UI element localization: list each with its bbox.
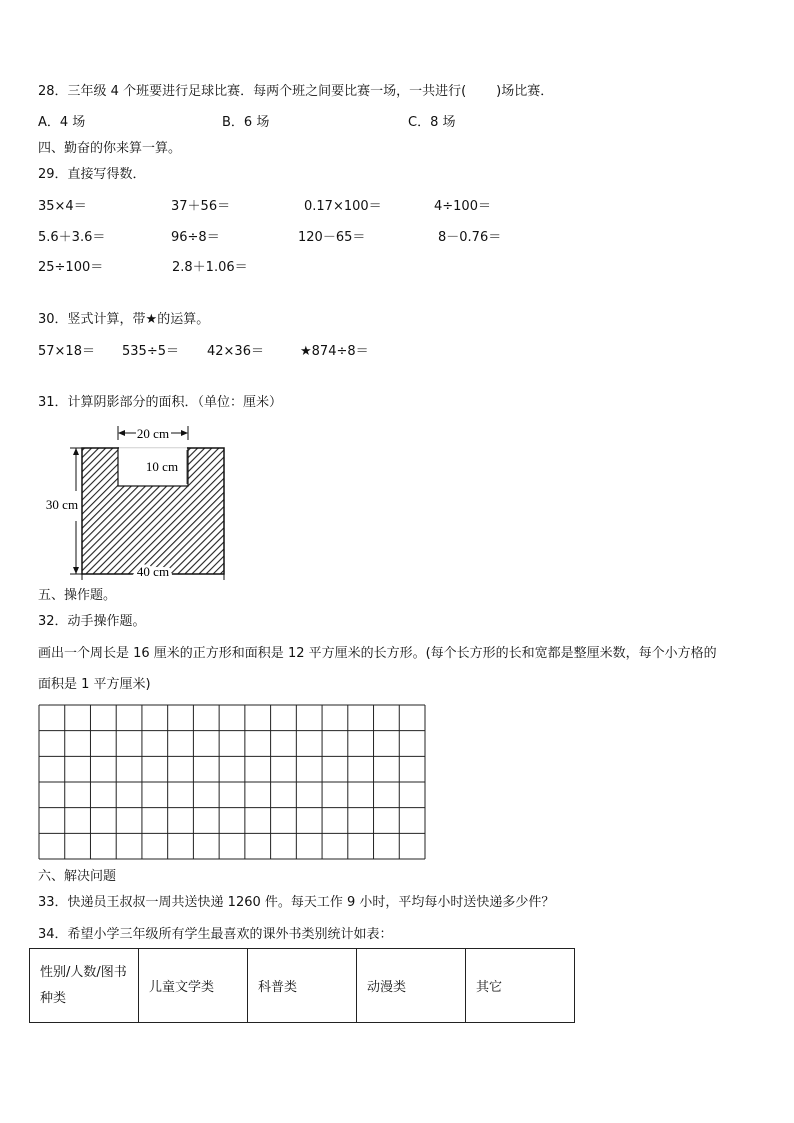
book-category-table — [29, 948, 575, 1023]
question-29-title: 29．直接写得数． — [38, 167, 146, 182]
question-31-title: 31．计算阴影部分的面积．（单位：厘米） — [38, 395, 283, 410]
calc-item: 4÷100＝ — [434, 199, 491, 214]
question-28-option-c: C．8 场 — [408, 115, 456, 130]
question-32-text-line-2: 面积是 1 平方厘米) — [38, 677, 151, 692]
calc-item: 0.17×100＝ — [304, 199, 382, 214]
question-34-title: 34．希望小学三年级所有学生最喜欢的课外书类别统计如表： — [38, 927, 393, 942]
drawing-grid[interactable] — [38, 704, 426, 860]
vertical-calc-item: 42×36＝ — [207, 344, 264, 359]
question-28-option-a: A．4 场 — [38, 115, 86, 130]
calc-item: 96÷8＝ — [171, 230, 220, 245]
table-header-cell: 儿童文学类 — [139, 949, 248, 1023]
calc-item: 37＋56＝ — [171, 199, 231, 214]
table-header-cell — [30, 949, 139, 1023]
vertical-calc-item: ★874÷8＝ — [300, 344, 369, 359]
table-header-cell: 科普类 — [248, 949, 357, 1023]
header-line-1: 性别/人数/图书 — [40, 964, 127, 980]
shaded-area-figure — [36, 418, 236, 580]
question-28-stem-after: )场比赛． — [496, 84, 554, 99]
header-line-2: 种类 — [40, 990, 67, 1006]
top-dimension-label: 20 cm — [136, 426, 170, 441]
question-28-stem-before: 28．三年级 4 个班要进行足球比赛．每两个班之间要比赛一场，一共进行( — [38, 84, 467, 99]
question-30-title: 30．竖式计算，带★的运算。 — [38, 312, 210, 327]
inner-dimension-label: 10 cm — [145, 459, 179, 474]
calc-item: 35×4＝ — [38, 199, 87, 214]
question-28-stem — [38, 84, 553, 100]
question-32-text-line-1: 画出一个周长是 16 厘米的正方形和面积是 12 平方厘米的长方形。(每个长方形的长和宽都是整厘米数，每个小方格的 — [38, 646, 717, 661]
left-dimension-label: 30 cm — [45, 497, 79, 512]
table-header-cell: 动漫类 — [357, 949, 466, 1023]
question-33-text: 33．快递员王叔叔一周共送快递 1260 件。每天工作 9 小时，平均每小时送快递多少件？ — [38, 895, 555, 910]
bottom-dimension-label: 40 cm — [136, 564, 170, 579]
section-4-heading: 四、勤奋的你来算一算。 — [38, 141, 182, 156]
table-row — [30, 949, 575, 1023]
calc-item: 25÷100＝ — [38, 260, 104, 275]
vertical-calc-item: 535÷5＝ — [122, 344, 179, 359]
table-header-cell: 其它 — [466, 949, 575, 1023]
calc-item: 5.6＋3.6＝ — [38, 230, 106, 245]
calc-item: 120－65＝ — [298, 230, 366, 245]
section-6-heading: 六、解决问题 — [38, 869, 117, 884]
question-32-title: 32．动手操作题。 — [38, 614, 146, 629]
section-5-heading: 五、操作题。 — [38, 588, 117, 603]
question-28-option-b: B．6 场 — [222, 115, 270, 130]
calc-item: 8－0.76＝ — [438, 230, 502, 245]
vertical-calc-item: 57×18＝ — [38, 344, 95, 359]
calc-item: 2.8＋1.06＝ — [172, 260, 248, 275]
